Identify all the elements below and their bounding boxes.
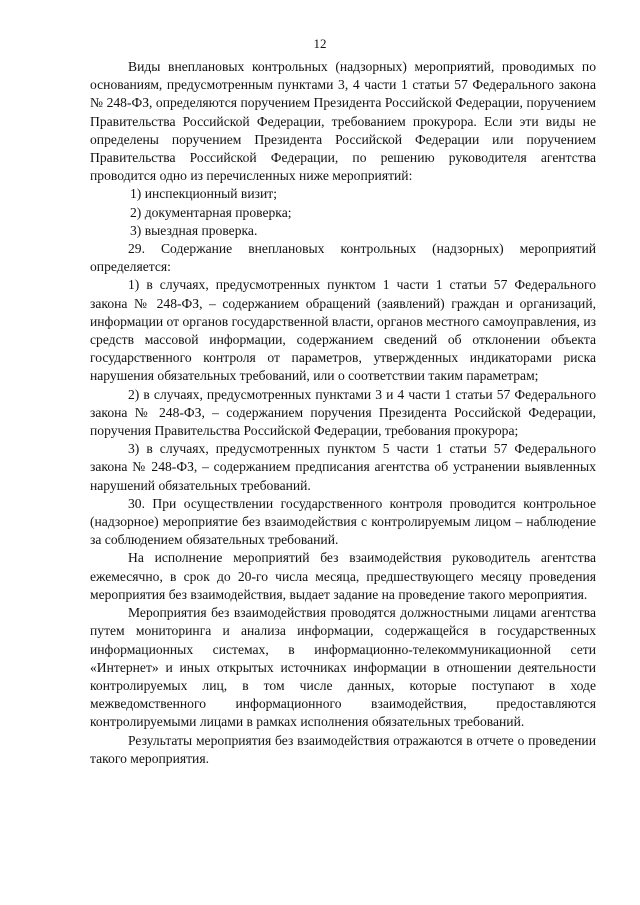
- paragraph: На исполнение мероприятий без взаимодействия руководитель агентства ежемесячно, в срок до 20-го числа месяца, предшествующего месяцу проведения мероприятия без взаимодействия, выдает задание на проведение такого мероприятия.: [90, 550, 596, 602]
- document-body: [90, 58, 596, 768]
- paragraph-intro: Виды внеплановых контрольных (надзорных) мероприятий, проводимых по основаниям, предусмотренным пунктами 3, 4 части 1 статьи 57 Федерального закона № 248-ФЗ, определяются поручением Президента Российской Федерации, поручением Правительства Российской Федерации, требованием прокурора. Если эти виды не определены поручением Президента Российской Федерации или поручением Правительства Российской Федерации, по решению руководителя агентства проводится одно из перечисленных ниже мероприятий:: [90, 59, 596, 184]
- subparagraph: 1) в случаях, предусмотренных пунктом 1 части 1 статьи 57 Федерального закона № 248-ФЗ, – содержанием обращений (заявлений) граждан и организаций, информации от органов государственной власти, органов местного самоуправления, из средств массовой информации, содержанием сведений об отклонении объекта государственного контроля от параметров, утвержденных индикаторами риска нарушения обязательных требований, или о соответствии таким параметрам;: [90, 277, 596, 384]
- subparagraph: 3) в случаях, предусмотренных пунктом 5 части 1 статьи 57 Федерального закона № 248-ФЗ, – содержанием предписания агентства об устранении выявленных нарушений обязательных требований.: [90, 441, 596, 493]
- list-item: 1) инспекционный визит;: [130, 186, 277, 202]
- paragraph-29: 29. Содержание внеплановых контрольных (надзорных) мероприятий определяется:: [90, 241, 596, 275]
- paragraph: Результаты мероприятия без взаимодействия отражаются в отчете о проведении такого мероприятия.: [90, 732, 596, 766]
- list-item: 3) выездная проверка.: [130, 222, 258, 238]
- paragraph: Мероприятия без взаимодействия проводятся должностными лицами агентства путем мониторинга и анализа информации, содержащейся в государственных информационных системах, в информационно-телекоммуникационной сети «Интернет» и иных открытых источниках информации в отношении деятельности контролируемых лиц, в том числе данных, которые поступают в ходе межведомственного информационного взаимодействия, предоставляются контролируемыми лицами в рамках исполнения обязательных требований.: [90, 605, 596, 730]
- list-item: 2) документарная проверка;: [130, 204, 292, 220]
- page-number: 12: [313, 36, 327, 51]
- paragraph-30: 30. При осуществлении государственного контроля проводится контрольное (надзорное) мероприятие без взаимодействия с контролируемым лицом – наблюдение за соблюдением обязательных требований.: [90, 495, 596, 548]
- subparagraph: 2) в случаях, предусмотренных пунктами 3 и 4 части 1 статьи 57 Федерального закона № 248-ФЗ, – содержанием поручения Президента Российской Федерации, поручения Правительства Российской Федерации, требования прокурора;: [90, 386, 596, 439]
